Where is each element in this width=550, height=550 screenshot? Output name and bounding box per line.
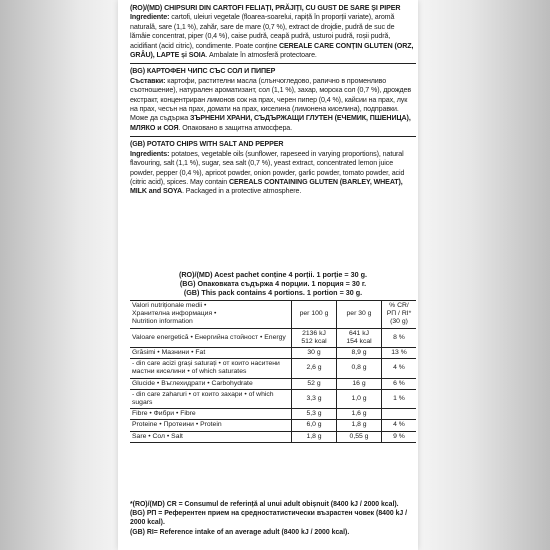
header-label-gb: Nutrition information [132,318,193,326]
ingredients-label-gb: Ingredients: [130,149,170,158]
value-per-100g: 5,3 g [292,409,337,420]
allergens-gb: CEREALS CONTAINING GLUTEN (BARLEY, WHEAT), MILK and SOYA [130,177,403,196]
divider [130,63,416,64]
nutrition-row [130,431,416,442]
header-ri-1: % CR/ [389,302,409,309]
title-ro: (RO)/(MD) CHIPSURI DIN CARTOFI FELIAȚI, PRĂJIȚI, CU GUST DE SARE ȘI PIPER [130,4,401,12]
value-per-100g: 52 g [292,378,337,389]
value-per-30g: 641 kJ 154 kcal [337,328,382,347]
header-label-bg: Хранителна информация • [132,310,217,318]
value-ri [382,409,417,420]
value-per-100g: 2,6 g [292,359,337,378]
nutrition-row [130,389,416,408]
ingredients-block [130,4,416,199]
value-ri: 13 % [382,348,417,359]
nutrient-name: Glucide • Въглехидрати • Carbohydrate [130,378,292,389]
footnote-gb: (GB) RI= Reference intake of an average adult (8400 kJ / 2000 kcal). [130,528,350,536]
value-ri: 4 % [382,359,417,378]
ingredients-label-bg: Съставки: [130,76,166,85]
nutrient-name: Valoare energetică • Енергийна стойност • Energy [130,328,292,347]
value-per-30g: 1,8 g [337,420,382,431]
portion-bg: (BG) Опаковката съдържа 4 порции. 1 порция = 30 г. [179,279,367,289]
value-per-100g: 30 g [292,348,337,359]
ingredients-label-ro: Ingrediente: [130,13,170,22]
header-ri-2: PП / RI* [386,310,412,318]
value-per-30g: 8,9 g [337,348,382,359]
nutrient-name: Proteine • Протеини • Protein [130,420,292,431]
ingredients-bg [130,67,416,133]
footnotes [130,500,416,537]
value-per-30g: 1,6 g [337,409,382,420]
title-bg: (BG) КАРТОФЕН ЧИПС СЪС СОЛ И ПИПЕР [130,67,276,76]
value-per-100g: 6,0 g [292,420,337,431]
portion-gb: (GB) This pack contains 4 portions. 1 portion = 30 g. [183,288,363,298]
nutrition-row [130,420,416,431]
ingredients-ro [130,4,416,60]
title-gb: (GB) POTATO CHIPS WITH SALT AND PEPPER [130,140,284,149]
portion-info [130,270,416,298]
packaging-gb: . Packaged in a protective atmosphere. [182,187,302,196]
footnote-bg: (BG) PП = Референтен прием на средностатистически възрастен човек (8400 kJ / 2000 kcal). [130,510,408,527]
header-per-30g: per 30 g [337,301,382,329]
value-ri: 6 % [382,378,417,389]
value-per-30g: 1,0 g [337,389,382,408]
nutrient-name: - din care zaharuri • от които захари • of which sugars [130,389,292,408]
value-per-30g: 0,8 g [337,359,382,378]
ingredients-gb [130,140,416,196]
ingredients-text-ro: cartofi, uleiuri vegetale (floarea-soarelui, rapiță în proporții variate), aromă naturală, sare (1,1 %), zahăr, sare de mare (0,7 %), extract de drojdie, pudră de suc de lămâie concentrat, piper (0,4 %), caise pudră, ceapă pudră, usturoi pudră, roșii pudră, acidifiant (acid citric), condimente. Poate conține [130,13,395,50]
nutrition-table [130,300,416,443]
nutrition-row [130,348,416,359]
nutrition-row [130,409,416,420]
packaging-ro: . Ambalate în atmosferă protectoare. [205,51,317,60]
nutrient-name: Fibre • Фибри • Fibre [130,409,292,420]
value-per-30g: 0,55 g [337,431,382,442]
ingredients-text-bg: картофи, растителни масла (слънчогледово, рапично в променливо съотношение), натурален ароматизант, сол (1,1 %), захар, морска сол (0,7 %), дрождев екстракт, концентриран лимонов сок на прах, черен пипер (0,4 %), кайсии на прах, лук на прах, чесън на прах, домати на прах, киселина (лимонена киселина), подправки. Може да съдържа [130,76,412,123]
nutrient-name: - din care acizi grași saturați • от които наситени мастни киселини • of which saturates [130,359,292,378]
value-ri: 1 % [382,389,417,408]
portion-ro: (RO)/(MD) Acest pachet conține 4 porții. 1 porție = 30 g. [178,270,368,279]
divider [130,136,416,137]
value-ri: 9 % [382,431,417,442]
allergens-ro: CEREALE CARE CONȚIN GLUTEN (ORZ, GRÂU), LAPTE și SOIA [130,41,414,60]
ingredients-text-gb: potatoes, vegetable oils (sunflower, rapeseed in varying proportions), natural flavouring, salt (1,1 %), sugar, sea salt (0,7 %), yeast extract, concentrated lemon juice powder, pepper (0,4 %), apricot powder, onion powder, garlic powder, tomato powder, acid (citric acid), spices. May contain [130,149,405,186]
value-per-100g: 2136 kJ 512 kcal [292,328,337,347]
nutrition-row [130,378,416,389]
nutrition-header-label [130,301,292,329]
nutrient-name: Sare • Сол • Salt [130,431,292,442]
nutrient-name: Grăsimi • Мазнини • Fat [130,348,292,359]
value-ri: 8 % [382,328,417,347]
header-ri-3: (30 g) [390,318,408,326]
value-per-100g: 1,8 g [292,431,337,442]
nutrition-row [130,359,416,378]
header-ri [382,301,417,329]
value-per-100g: 3,3 g [292,389,337,408]
footnote-ro: *(RO)/(MD) CR = Consumul de referință al unui adult obișnuit (8400 kJ / 2000 kcal). [130,501,399,508]
header-label-ro: Valori nutriționale medii • [132,302,207,309]
header-per-100g: per 100 g [292,301,337,329]
allergens-bg: ЗЪРНЕНИ ХРАНИ, СЪДЪРЖАЩИ ГЛУТЕН (ЕЧЕМИК, ПШЕНИЦА), МЛЯКО и СОЯ [130,114,411,132]
nutrition-row [130,328,416,347]
value-ri: 4 % [382,420,417,431]
value-per-30g: 16 g [337,378,382,389]
nutrition-header-row [130,301,416,329]
packaging-bg: . Опаковано в защитна атмосфера. [178,123,293,132]
